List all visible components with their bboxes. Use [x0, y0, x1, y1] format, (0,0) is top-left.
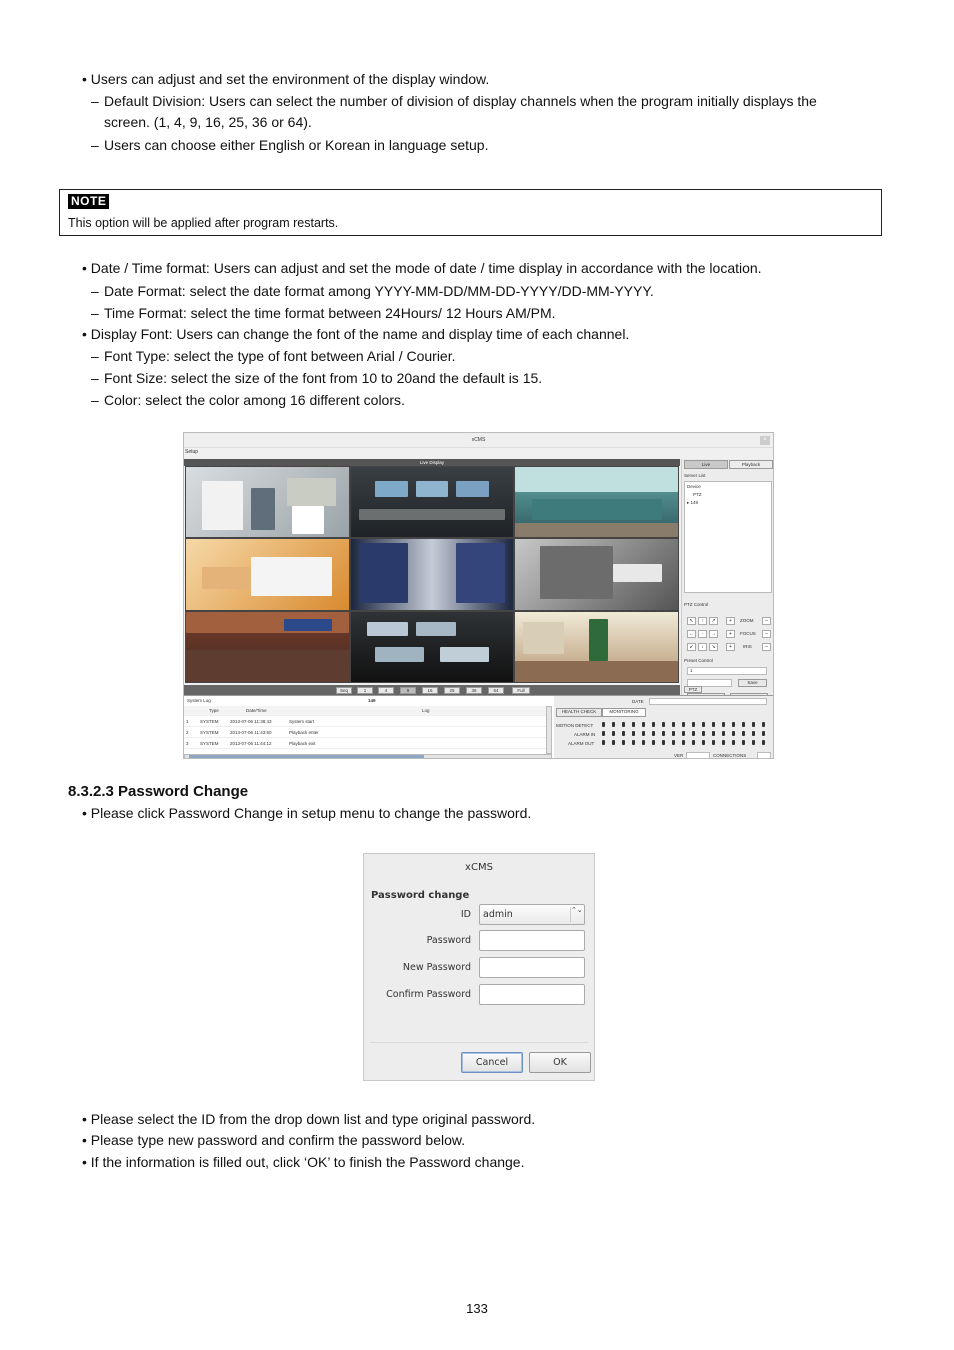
note-tag: NOTE: [68, 194, 109, 209]
ptz-arrow-down-icon[interactable]: ↓: [698, 643, 707, 651]
system-log-label: System Log: [187, 698, 211, 703]
division-button[interactable]: 4: [378, 687, 394, 694]
id-label: ID: [460, 909, 471, 920]
ptz-arrow-left-icon[interactable]: ←: [689, 631, 694, 637]
side-panel: [681, 459, 774, 695]
section-heading: 8.3.2.3 Password Change: [68, 783, 249, 800]
dialog-header: Password change: [371, 890, 470, 901]
iris-label: IRIS: [743, 644, 752, 649]
camera-view[interactable]: [351, 539, 514, 609]
dash: –: [91, 93, 99, 109]
dash: –: [91, 348, 99, 364]
section-bullet: • Please click Password Change in setup menu to change the password.: [82, 805, 532, 821]
server-list-label: Server List: [684, 473, 706, 478]
division-button[interactable]: Seq: [336, 687, 352, 694]
ptz-arrow-downleft-icon[interactable]: ↙: [687, 643, 696, 651]
outro-bullet: • If the information is filled out, click ‘OK’ to finish the Password change.: [82, 1154, 525, 1170]
ok-button[interactable]: OK: [529, 1052, 591, 1073]
date-label: DATE: [632, 699, 644, 704]
camera-view[interactable]: [186, 612, 349, 682]
focus-minus-icon[interactable]: –: [762, 630, 771, 638]
cms-screenshot: [183, 432, 774, 759]
division-button[interactable]: 64: [488, 687, 504, 694]
focus-label: FOCUS: [740, 631, 756, 636]
note-text: This option will be applied after program restarts.: [68, 216, 339, 230]
system-log-panel: [184, 695, 554, 759]
preset-select[interactable]: 1: [687, 667, 767, 675]
font-color: Color: select the color among 16 different colors.: [104, 392, 405, 408]
camera-view[interactable]: [186, 539, 349, 609]
id-value: admin: [483, 909, 513, 920]
device-tree[interactable]: [684, 481, 772, 593]
new-password-field[interactable]: [479, 957, 585, 978]
font-type: Font Type: select the type of font between Arial / Courier.: [104, 348, 456, 364]
camera-view[interactable]: [515, 539, 678, 609]
new-password-label: New Password: [402, 962, 471, 973]
dialog-separator: [370, 1042, 588, 1043]
cms-menu-setup[interactable]: Setup: [185, 449, 199, 455]
tab-health-check[interactable]: HEALTH CHECK: [556, 708, 602, 717]
format-bullet-font: • Display Font: Users can change the font of the name and display time of each channel.: [82, 326, 630, 342]
chevron-updown-icon: ⌃⌄: [570, 907, 582, 922]
focus-plus-icon[interactable]: +: [726, 630, 735, 638]
live-display-bar: Live Display: [184, 459, 680, 466]
dash: –: [91, 305, 99, 321]
alarm-in-label: ALARM IN: [574, 732, 596, 737]
division-button[interactable]: 16: [422, 687, 438, 694]
close-icon[interactable]: ×: [760, 436, 770, 445]
dash: –: [91, 392, 99, 408]
dash: –: [91, 370, 99, 386]
monitoring-panel: [554, 695, 774, 759]
camera-view[interactable]: [351, 467, 514, 537]
camera-view[interactable]: [515, 612, 678, 682]
password-change-dialog: [363, 853, 595, 1081]
ptz-center-icon[interactable]: ·: [698, 630, 707, 638]
device-header: Device: [687, 484, 701, 489]
intro-default-division-cont: screen. (1, 4, 9, 16, 25, 36 or 64).: [104, 114, 312, 130]
log-scrollbar[interactable]: [546, 706, 552, 754]
table-row[interactable]: 3 SYSTEM 2013-07-06 11:44:12 Playback exit: [184, 739, 546, 749]
ptz-arrow-downright-icon[interactable]: ↘: [709, 643, 718, 651]
ptz-arrow-upright-icon[interactable]: ↗: [709, 617, 718, 625]
camera-view[interactable]: [186, 467, 349, 537]
connections-label: CONNECTIONS: [713, 753, 747, 758]
division-button[interactable]: Full: [512, 687, 530, 694]
division-bar: [184, 685, 680, 695]
save-button[interactable]: Save: [738, 679, 767, 687]
confirm-password-label: Confirm Password: [386, 989, 471, 1000]
log-header-type: Type: [209, 708, 219, 713]
intro-default-division: Default Division: Users can select the number of division of display channels when the program initially displays the: [104, 93, 817, 109]
font-size: Font Size: select the size of the font from 10 to 20and the default is 15.: [104, 370, 543, 386]
log-header-log: Log: [422, 708, 430, 713]
dialog-title: xCMS: [465, 862, 493, 873]
intro-language: Users can choose either English or Korean in language setup.: [104, 137, 489, 153]
motion-detect-label: MOTION DETECT: [556, 723, 594, 728]
table-row[interactable]: 1 SYSTEM 2013-07-06 11:38:43 System start: [184, 717, 546, 727]
format-bullet-datetime: • Date / Time format: Users can adjust and set the mode of date / time display in accordance with the location.: [82, 260, 762, 276]
id-select[interactable]: [479, 904, 585, 925]
ptz-arrow-up-icon[interactable]: ↑: [698, 617, 707, 625]
connections-field: [757, 752, 771, 759]
format-date: Date Format: select the date format among YYYY-MM-DD/MM-DD-YYYY/DD-MM-YYYY.: [104, 283, 654, 299]
camera-grid: [185, 466, 679, 683]
tree-item[interactable]: PTZ: [693, 492, 702, 497]
zoom-label: ZOOM: [740, 618, 754, 623]
indicator-leds: [602, 722, 772, 748]
log-header-datetime: Date/Time: [246, 708, 267, 713]
dash: –: [91, 283, 99, 299]
preset-control-label: Preset Control: [684, 658, 713, 663]
tab-live[interactable]: Live: [684, 460, 728, 469]
tab-playback[interactable]: Playback: [729, 460, 773, 469]
note-box: [59, 189, 882, 236]
camera-view[interactable]: [351, 612, 514, 682]
ptz-tab[interactable]: PTZ: [684, 686, 702, 693]
log-title: 149: [368, 698, 376, 703]
outro-bullet: • Please type new password and confirm the password below.: [82, 1132, 466, 1148]
tab-monitoring[interactable]: MONITORING: [602, 708, 646, 717]
ptz-arrow-upleft-icon[interactable]: ↖: [687, 617, 696, 625]
zoom-plus-icon[interactable]: +: [726, 617, 735, 625]
iris-minus-icon[interactable]: –: [762, 643, 771, 651]
date-field: [649, 698, 767, 705]
page-number: 133: [466, 1301, 488, 1316]
zoom-minus-icon[interactable]: –: [762, 617, 771, 625]
tree-item[interactable]: ▸ 149: [687, 500, 699, 505]
outro-bullet: • Please select the ID from the drop down list and type original password.: [82, 1111, 536, 1127]
log-header-row: [184, 706, 546, 716]
ptz-control-label: PTZ Control: [684, 602, 709, 607]
alarm-out-label: ALARM OUT: [568, 741, 595, 746]
ver-field: [686, 752, 710, 759]
dash: –: [91, 137, 99, 153]
camera-view[interactable]: [515, 467, 678, 537]
table-row[interactable]: 2 SYSTEM 2013-07-06 11:43:50 Playback enter: [184, 728, 546, 738]
password-label: Password: [426, 935, 471, 946]
log-hscrollbar[interactable]: [184, 754, 552, 759]
confirm-password-field[interactable]: [479, 984, 585, 1005]
password-field[interactable]: [479, 930, 585, 951]
intro-bullet: • Users can adjust and set the environment of the display window.: [82, 71, 490, 87]
cms-titlebar: xCMS: [184, 433, 773, 448]
ptz-arrow-right-icon[interactable]: →: [711, 631, 716, 637]
ver-label: VER: [674, 753, 684, 758]
iris-plus-icon[interactable]: +: [726, 643, 735, 651]
division-button[interactable]: 25: [444, 687, 460, 694]
format-time: Time Format: select the time format between 24Hours/ 12 Hours AM/PM.: [104, 305, 556, 321]
division-button[interactable]: 1: [357, 687, 373, 694]
division-button[interactable]: 36: [466, 687, 482, 694]
division-button[interactable]: 9: [400, 687, 416, 694]
cancel-button[interactable]: Cancel: [461, 1052, 523, 1073]
